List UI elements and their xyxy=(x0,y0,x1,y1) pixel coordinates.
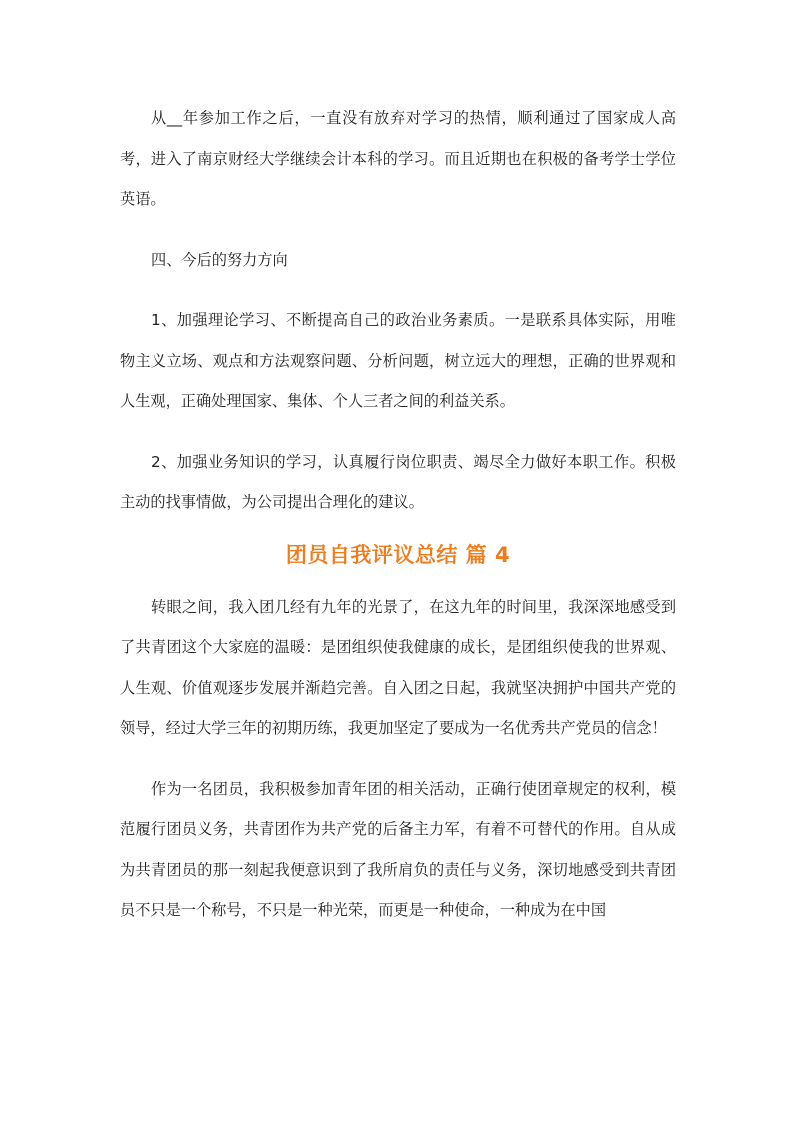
subheading-future-direction: 四、今后的努力方向 xyxy=(151,250,288,269)
section-title: 团员自我评议总结 篇 4 xyxy=(285,542,511,567)
paragraph-member-duty: 作为一名团员，我积极参加青年团的相关活动，正确行使团章规定的权利，模范履行团员义务，共青团作为共产党的后备主力军，有着不可替代的作用。自从成为共青团员的那一刻起我便意识到了我所肩负的责任与义务，深切地感受到共青团员不只是一个称号，不只是一种光荣，而更是一种使命，一种成为在中国 xyxy=(120,779,676,919)
document-content xyxy=(120,98,676,931)
paragraph-theory-study: 1、加强理论学习、不断提高自己的政治业务素质。一是联系具体实际，用唯物主义立场、观点和方法观察问题、分析问题，树立远大的理想，正确的世界观和人生观，正确处理国家、集体、个人三者之间的利益关系。 xyxy=(120,311,676,410)
paragraph-study-progress: 从__年参加工作之后，一直没有放弃对学习的热情，顺利通过了国家成人高考，进入了南京财经大学继续会计本科的学习。而且近期也在积极的备考学士学位英语。 xyxy=(120,109,676,208)
paragraph-business-study: 2、加强业务知识的学习，认真履行岗位职责、竭尽全力做好本职工作。积极主动的找事情做，为公司提出合理化的建议。 xyxy=(120,452,676,511)
paragraph-league-years: 转眼之间，我入团几经有九年的光景了，在这九年的时间里，我深深地感受到了共青团这个大家庭的温暖：是团组织使我健康的成长，是团组织使我的世界观、人生观、价值观逐步发展并渐趋完善。自入团之日起，我就坚决拥护中国共产党的领导，经过大学三年的初期历练，我更加坚定了要成为一名优秀共产党员的信念！ xyxy=(120,597,676,737)
